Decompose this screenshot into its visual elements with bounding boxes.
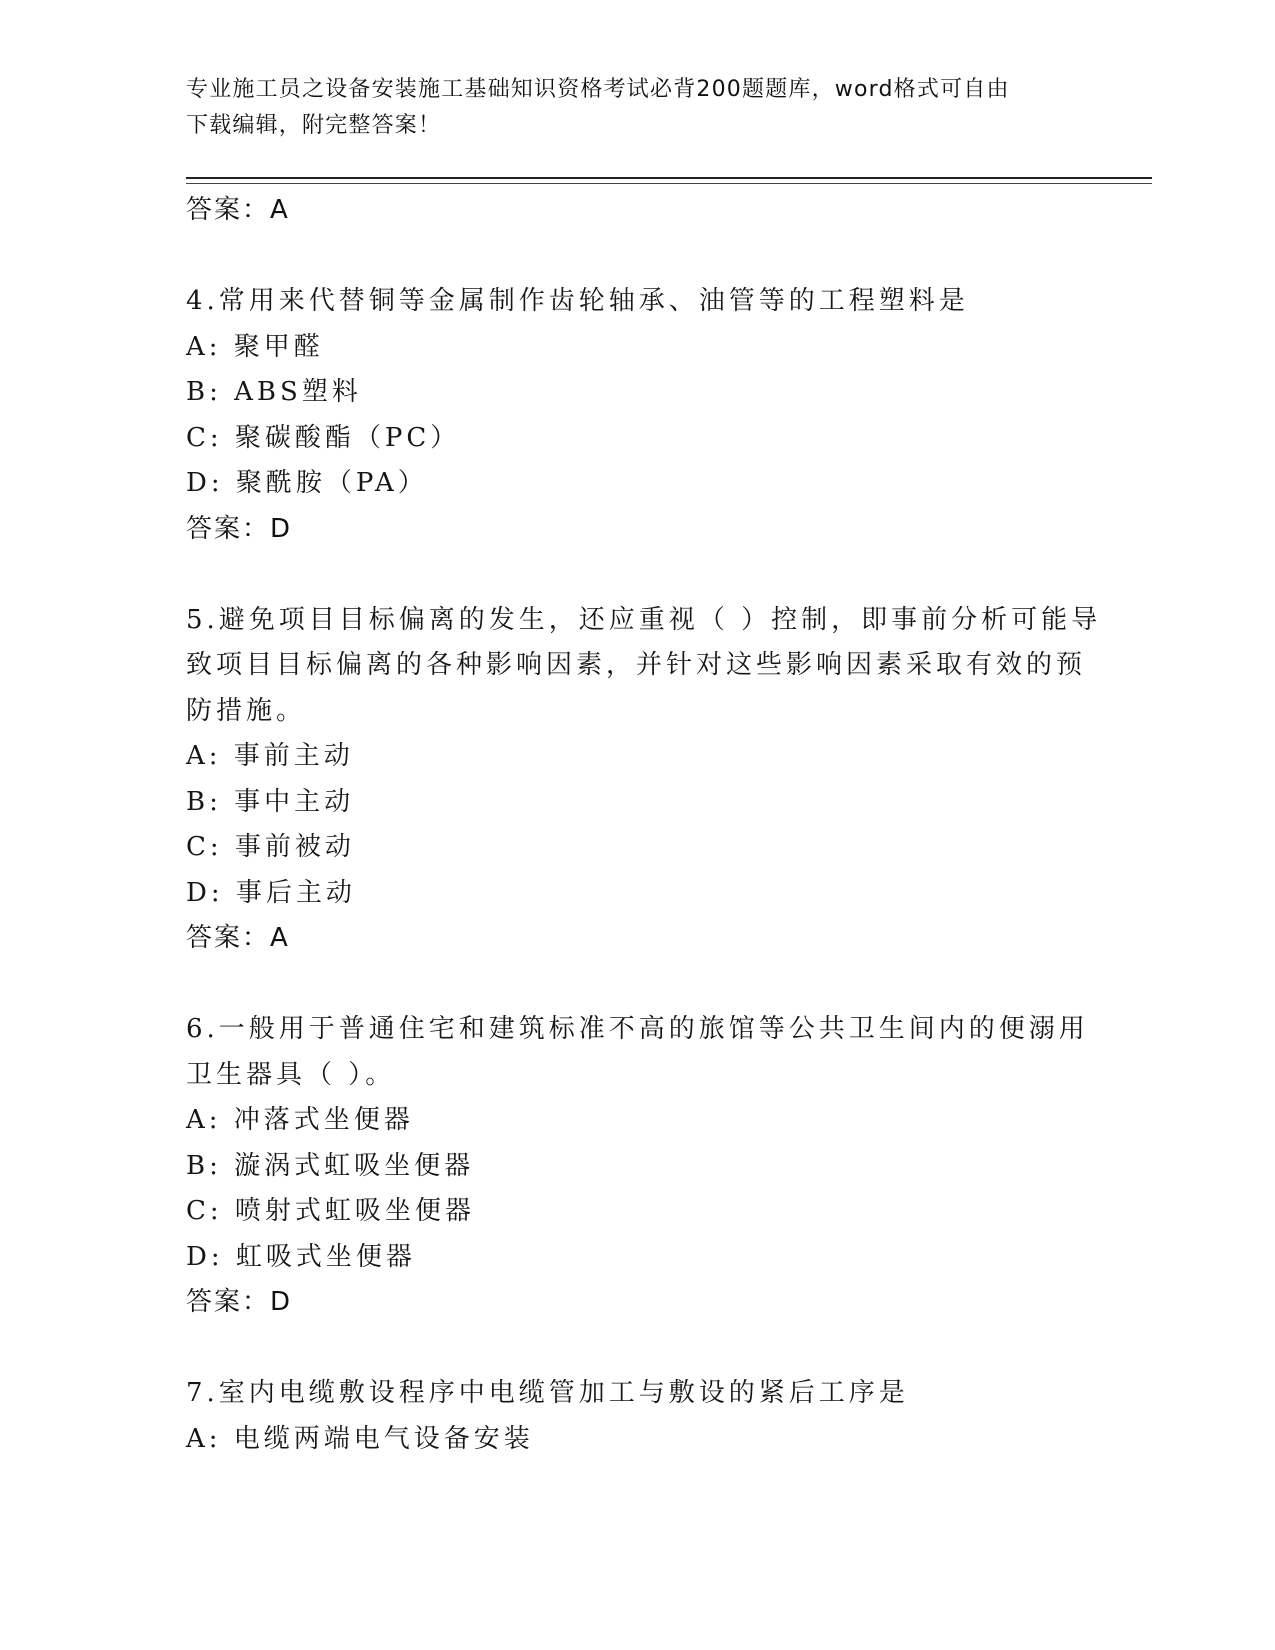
question-stem: 4.常用来代替铜等金属制作齿轮轴承、油管等的工程塑料是 (186, 286, 969, 316)
option-a: A: 电缆两端电气设备安装 (186, 1423, 534, 1454)
spacer (186, 234, 1086, 280)
option-a: A: 冲落式坐便器 (186, 1105, 414, 1135)
question-stem: 7.室内电缆敷设程序中电缆管加工与敷设的紧后工序是 (186, 1378, 909, 1408)
document-header (186, 72, 1066, 144)
option-c: C: 事前被动 (186, 832, 355, 862)
question-block (186, 1007, 1089, 1326)
option-b: B: 事中主动 (186, 786, 355, 817)
option-b: B: 漩涡式虹吸坐便器 (186, 1150, 475, 1181)
answer-line: 答案：D (186, 513, 293, 544)
spacer (186, 962, 1086, 1008)
question-list (186, 188, 1102, 1462)
question-block (186, 1371, 1086, 1462)
option-b: B: ABS塑料 (186, 377, 362, 407)
option-c: C: 聚碳酸酯（PC） (186, 422, 461, 453)
option-d: D: 聚酰胺（PA） (186, 468, 428, 498)
header-rule-thick (186, 177, 1152, 179)
header-line-2: 下载编辑，附完整答案！ (186, 113, 442, 138)
answer-line: 答案：D (186, 1287, 293, 1317)
question-block (186, 598, 1102, 962)
header-rule-thin (186, 183, 1152, 184)
option-a: A: 聚甲醛 (186, 331, 324, 362)
question-stem: 卫生器具（ ）。 (186, 1059, 396, 1090)
question-stem: 防措施。 (186, 695, 307, 726)
header-line-1: 专业施工员之设备安装施工基础知识资格考试必背200题题库，word格式可自由 (186, 77, 1010, 102)
answer-line: 答案：A (186, 923, 290, 953)
option-a: A: 事前主动 (186, 741, 354, 771)
option-d: D: 事后主动 (186, 877, 356, 908)
spacer (186, 552, 1086, 598)
option-c: C: 喷射式虹吸坐便器 (186, 1196, 475, 1226)
option-d: D: 虹吸式坐便器 (186, 1241, 416, 1272)
question-stem: 6.一般用于普通住宅和建筑标准不高的旅馆等公共卫生间内的便溺用 (186, 1014, 1089, 1044)
question-stem: 致项目目标偏离的各种影响因素，并针对这些影响因素采取有效的预 (186, 650, 1087, 680)
previous-answer: 答案：A (186, 195, 290, 225)
question-stem: 5.避免项目目标偏离的发生，还应重视（ ）控制，即事前分析可能导 (186, 604, 1102, 635)
spacer (186, 1326, 1086, 1372)
question-block (186, 279, 1086, 552)
